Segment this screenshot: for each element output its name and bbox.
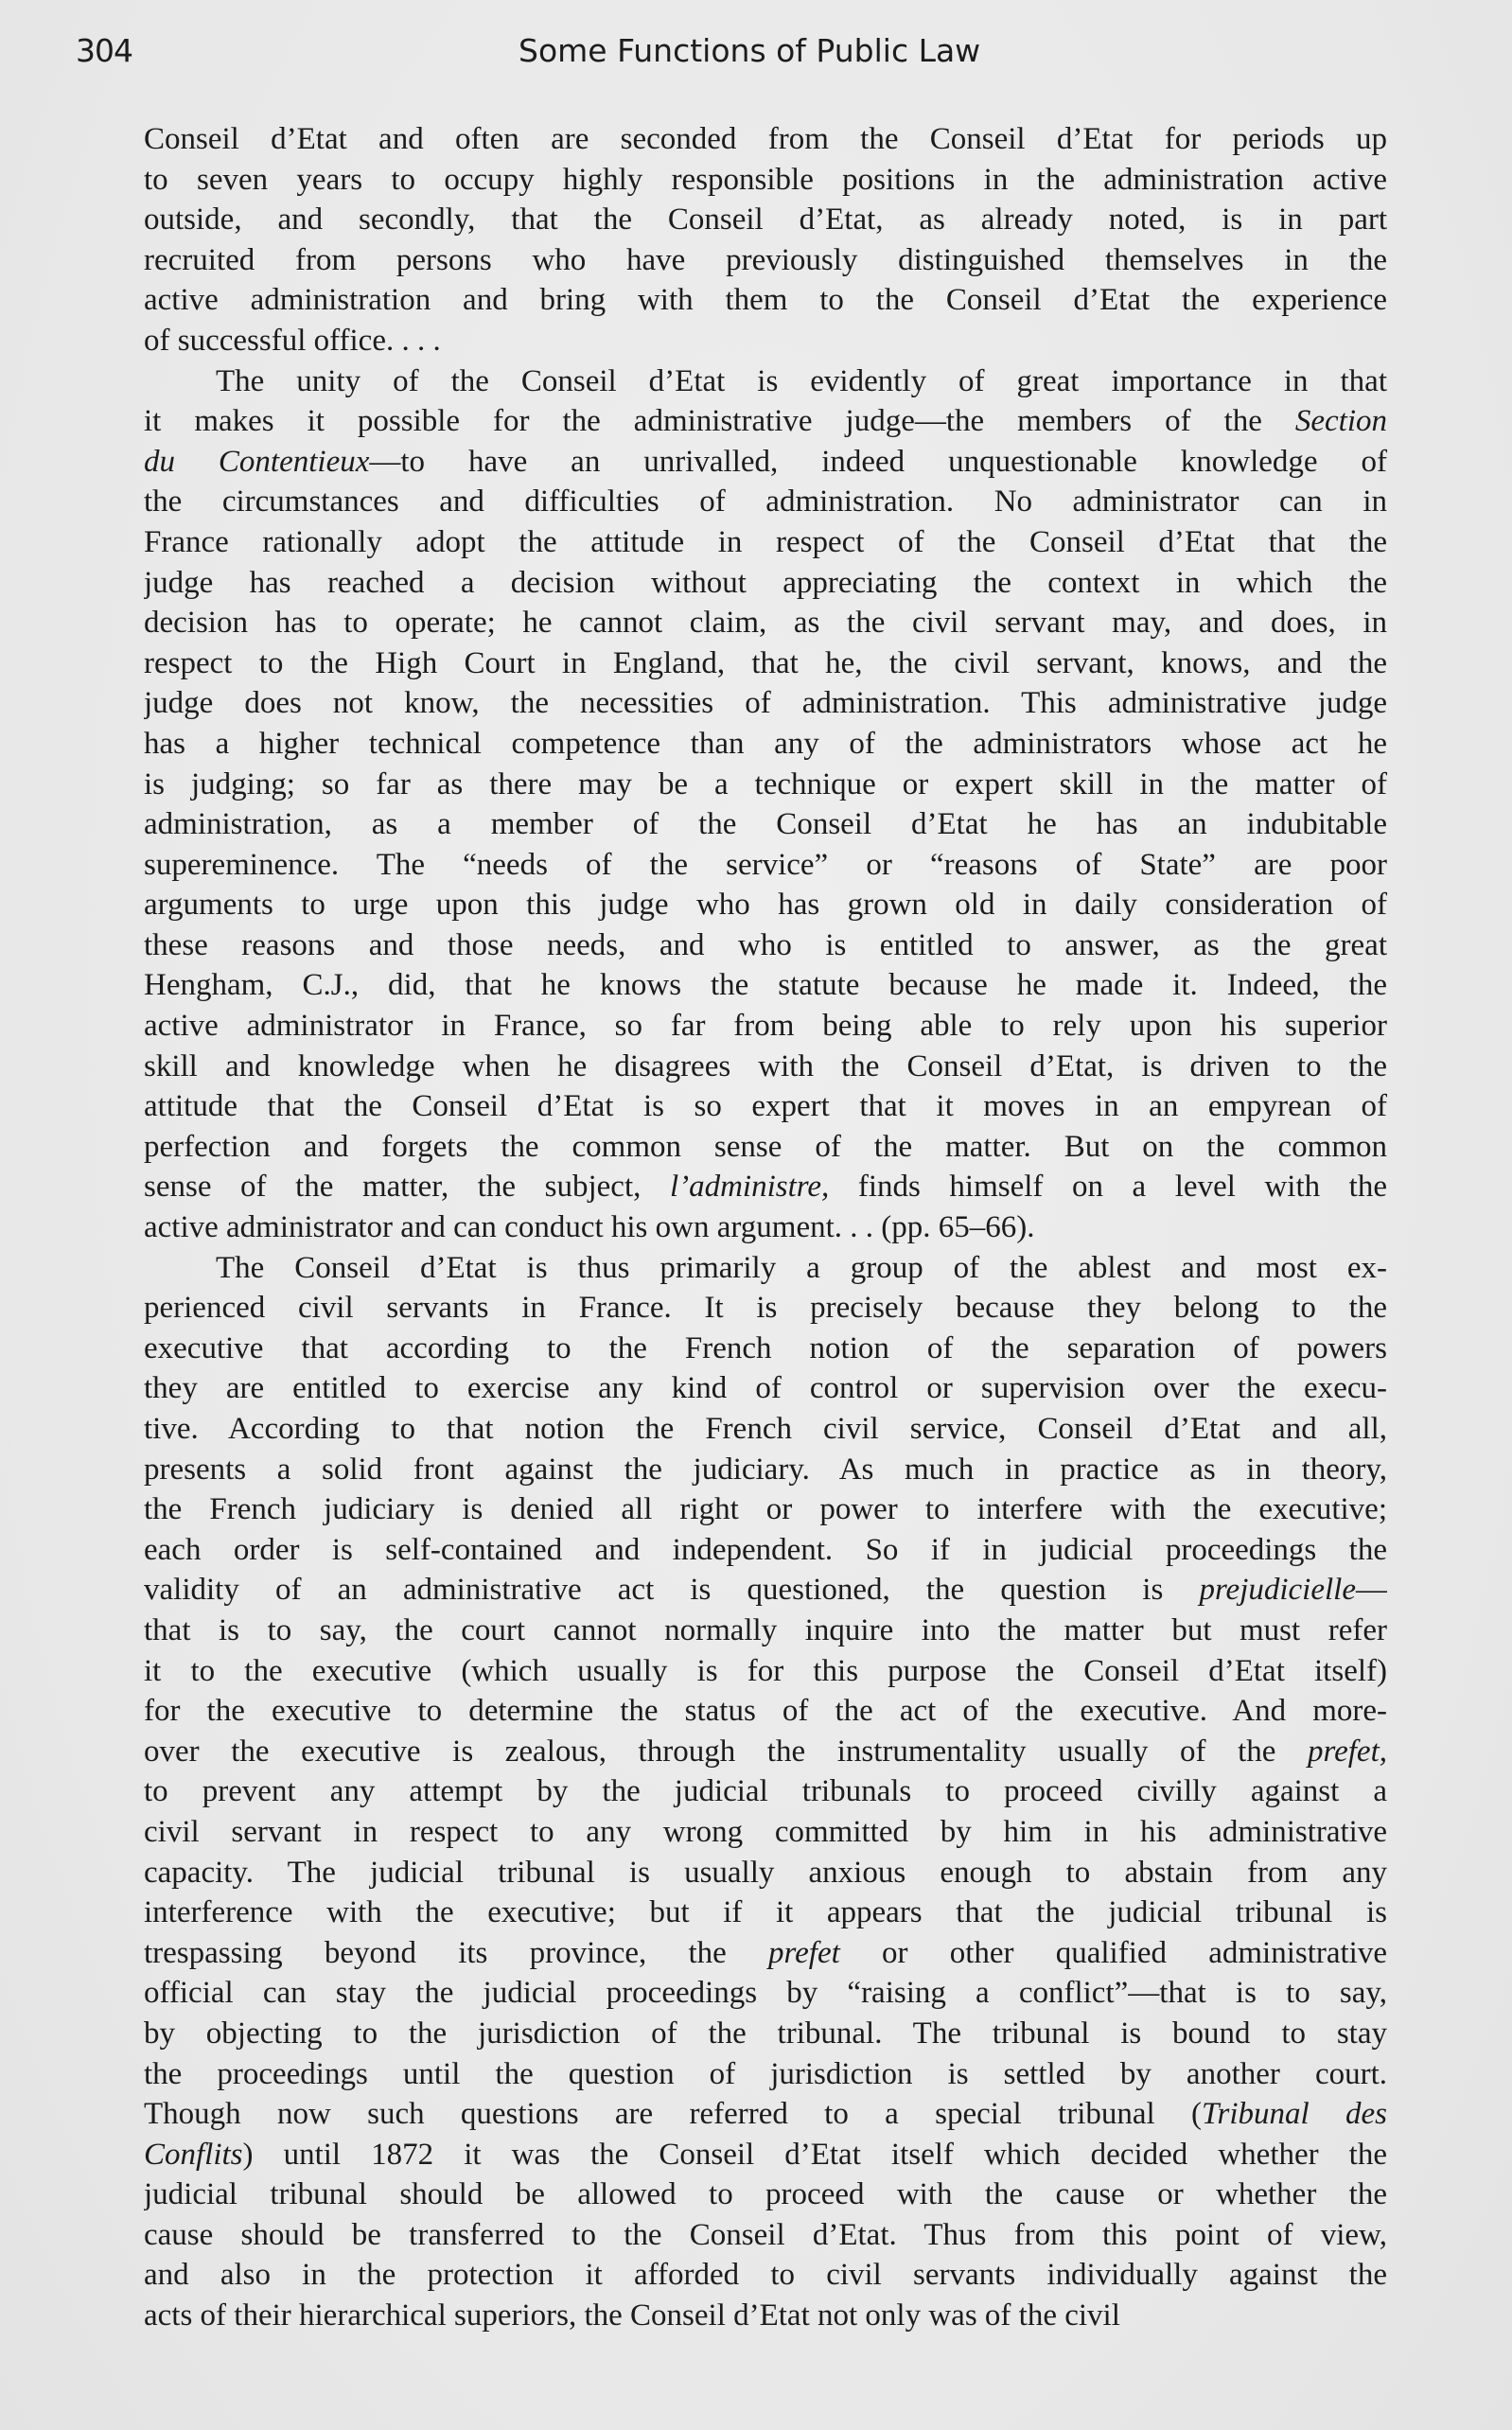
text-run: judicial tribunal should be allowed to proceed with the cause or whether the [144, 2177, 1387, 2212]
text-line [144, 1530, 1387, 1571]
text-run: or other qualified administrative [839, 1935, 1387, 1970]
text-run: active administration and bring with them to the Conseil d’Etat the experience [144, 283, 1387, 318]
text-run: judge does not know, the necessities of administration. This administrative judge [144, 686, 1387, 721]
text-line [144, 1207, 1387, 1248]
text-run: capacity. The judicial tribunal is usually anxious enough to abstain from any [144, 1855, 1387, 1890]
text-line [144, 2014, 1387, 2054]
italic-phrase: prejudicielle [1199, 1573, 1356, 1608]
text-run: active administrator in France, so far from being able to rely upon his superior [144, 1009, 1387, 1044]
text-line [144, 2215, 1387, 2256]
text-run: of successful office. . . . [144, 323, 441, 358]
text-line [144, 683, 1387, 724]
body-text [144, 119, 1387, 2336]
text-run: is judging; so far as there may be a technique or expert skill in the matter of [144, 766, 1387, 801]
text-run: perienced civil servants in France. It is precisely because they belong to the [144, 1291, 1387, 1326]
text-run: official can stay the judicial proceedings by “raising a conflict”—that is to say, [144, 1976, 1387, 2011]
text-line [144, 1812, 1387, 1853]
text-run: has a higher technical competence than any of the administrators whose act he [144, 726, 1387, 761]
text-run: outside, and secondly, that the Conseil d’Etat, as already noted, is in part [144, 202, 1387, 238]
text-run: arguments to urge upon this judge who has grown old in daily consideration of [144, 888, 1387, 923]
text-line [144, 361, 1387, 402]
text-line [144, 804, 1387, 845]
text-line [144, 1329, 1387, 1369]
text-line [144, 925, 1387, 966]
text-line [144, 1611, 1387, 1651]
text-run: judge has reached a decision without appreciating the context in which the [144, 565, 1387, 600]
text-line [144, 1732, 1387, 1772]
text-run: these reasons and those needs, and who is entitled to answer, as the great [144, 927, 1387, 962]
page-number: 304 [76, 32, 132, 69]
text-run: for the executive to determine the status of the act of the executive. And more- [144, 1694, 1387, 1729]
text-line [144, 1570, 1387, 1611]
text-line [144, 2175, 1387, 2215]
text-line [144, 2255, 1387, 2296]
text-line [144, 2135, 1387, 2175]
running-title: Some Functions of Public Law [519, 32, 981, 69]
italic-phrase: l’administre, [669, 1170, 830, 1205]
text-line [144, 1409, 1387, 1450]
text-run: interference with the executive; but if it appears that the judicial tribunal is [144, 1895, 1387, 1930]
text-run: executive that according to the French notion of the separation of powers [144, 1330, 1387, 1365]
text-line [144, 401, 1387, 442]
text-run: The Conseil d’Etat is thus primarily a group of the ablest and most ex- [216, 1250, 1387, 1285]
text-run: and also in the protection it afforded to civil servants individually against the [144, 2258, 1387, 2293]
text-run: active administrator and can conduct his own argument. . . (pp. 65–66). [144, 1210, 1035, 1245]
italic-phrase: Tribunal des [1201, 2097, 1387, 2132]
text-run: the proceedings until the question of jurisdiction is settled by another court. [144, 2056, 1387, 2091]
text-line [144, 1651, 1387, 1692]
text-run: trespassing beyond its province, the [144, 1935, 769, 1970]
text-line [144, 522, 1387, 563]
text-run: — [1356, 1573, 1387, 1608]
italic-phrase: prefet [768, 1935, 840, 1970]
text-line [144, 2296, 1387, 2336]
text-line [144, 119, 1387, 160]
text-line [144, 1691, 1387, 1732]
text-line [144, 1450, 1387, 1490]
text-run: each order is self-contained and independent. So if in judicial proceedings the [144, 1532, 1387, 1567]
text-run: respect to the High Court in England, that he, the civil servant, knows, and the [144, 645, 1387, 680]
text-line [144, 2054, 1387, 2095]
text-line [144, 1853, 1387, 1893]
text-run: to prevent any attempt by the judicial tribunals to proceed civilly against a [144, 1774, 1387, 1809]
text-run: France rationally adopt the attitude in respect of the Conseil d’Etat that the [144, 524, 1387, 559]
text-line [144, 1771, 1387, 1812]
text-line [144, 885, 1387, 925]
text-line [144, 482, 1387, 522]
text-run: attitude that the Conseil d’Etat is so expert that it moves in an empyrean of [144, 1089, 1387, 1124]
text-line [144, 442, 1387, 483]
text-line [144, 563, 1387, 604]
text-line [144, 1893, 1387, 1933]
text-line [144, 1047, 1387, 1087]
text-line [144, 280, 1387, 321]
text-run: it to the executive (which usually is for this purpose the Conseil d’Etat itself) [144, 1653, 1387, 1688]
text-run: they are entitled to exercise any kind of control or supervision over the execu- [144, 1371, 1387, 1406]
text-run: decision has to operate; he cannot claim, as the civil servant may, and does, in [144, 606, 1387, 641]
text-line [144, 724, 1387, 765]
text-run: the circumstances and difficulties of administration. No administrator can in [144, 484, 1387, 519]
text-run: finds himself on a level with the [829, 1170, 1387, 1205]
text-line [144, 1933, 1387, 1974]
text-line [144, 321, 1387, 361]
text-run: administration, as a member of the Conseil d’Etat he has an indubitable [144, 807, 1387, 842]
text-line [144, 1368, 1387, 1409]
text-run: —to have an unrivalled, indeed unquestionable knowledge of [369, 444, 1387, 479]
text-run: supereminence. The “needs of the service” or “reasons of State” are poor [144, 847, 1387, 882]
text-line [144, 643, 1387, 684]
text-line [144, 1086, 1387, 1127]
text-run: The unity of the Conseil d’Etat is evidently of great importance in that [216, 363, 1387, 398]
text-run: that is to say, the court cannot normally inquire into the matter but must refer [144, 1612, 1387, 1647]
text-run: sense of the matter, the subject, [144, 1170, 670, 1205]
text-run: cause should be transferred to the Conseil d’Etat. Thus from this point of view, [144, 2217, 1387, 2252]
running-header [0, 32, 1512, 81]
text-line [144, 845, 1387, 886]
text-run: perfection and forgets the common sense of the matter. But on the common [144, 1129, 1387, 1164]
text-run: over the executive is zealous, through the instrumentality usually of the [144, 1734, 1308, 1769]
text-line [144, 1973, 1387, 2014]
italic-phrase: prefet, [1308, 1734, 1387, 1769]
text-run: Hengham, C.J., did, that he knows the statute because he made it. Indeed, the [144, 968, 1387, 1003]
text-line [144, 1006, 1387, 1047]
text-line [144, 1248, 1387, 1289]
text-run: recruited from persons who have previously distinguished themselves in the [144, 242, 1387, 277]
text-run: by objecting to the jurisdiction of the tribunal. The tribunal is bound to stay [144, 2016, 1387, 2051]
italic-phrase: du Contentieux [144, 444, 370, 479]
text-line [144, 1167, 1387, 1207]
text-run: tive. According to that notion the French civil service, Conseil d’Etat and all, [144, 1412, 1387, 1446]
text-line [144, 200, 1387, 240]
text-run: skill and knowledge when he disagrees with the Conseil d’Etat, is driven to the [144, 1048, 1387, 1083]
text-run: Though now such questions are referred to a special tribunal ( [144, 2097, 1202, 2132]
text-line [144, 603, 1387, 643]
text-run: civil servant in respect to any wrong committed by him in his administrative [144, 1814, 1387, 1849]
italic-phrase: Conflits [144, 2137, 243, 2172]
text-line [144, 765, 1387, 805]
text-line [144, 1288, 1387, 1329]
text-run: the French judiciary is denied all right or power to interfere with the executive; [144, 1492, 1387, 1527]
italic-phrase: Section [1294, 404, 1387, 439]
text-line [144, 1489, 1387, 1530]
text-run: ) until 1872 it was the Conseil d’Etat itself which decided whether the [242, 2137, 1387, 2172]
text-line [144, 1127, 1387, 1168]
text-run: to seven years to occupy highly responsible positions in the administration active [144, 162, 1387, 197]
text-line [144, 240, 1387, 281]
text-run: acts of their hierarchical superiors, the Conseil d’Etat not only was of the civil [144, 2298, 1120, 2333]
text-line [144, 160, 1387, 201]
text-run: presents a solid front against the judiciary. As much in practice as in theory, [144, 1452, 1387, 1487]
text-run: Conseil d’Etat and often are seconded from the Conseil d’Etat for periods up [144, 122, 1387, 156]
text-line [144, 2094, 1387, 2135]
text-line [144, 965, 1387, 1006]
text-run: it makes it possible for the administrative judge—the members of the [144, 404, 1295, 439]
text-run: validity of an administrative act is questioned, the question is [144, 1573, 1200, 1608]
